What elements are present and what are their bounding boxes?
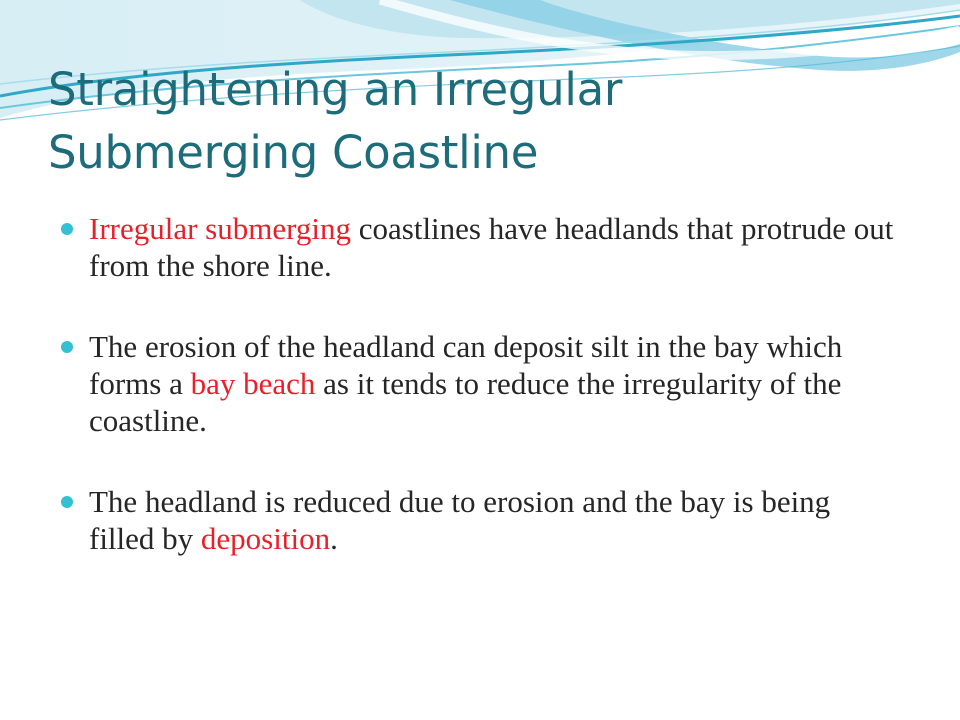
bullet-dot-icon: [61, 223, 73, 235]
highlight-term: bay beach: [190, 366, 316, 401]
highlight-term: deposition: [200, 521, 331, 556]
title-line-2: Submerging Coastline: [48, 126, 539, 179]
bullet-dot-icon: [61, 341, 73, 353]
bullet-text: The headland is reduced due to erosion and the bay is being filled by: [89, 484, 831, 556]
bullet-item: [60, 483, 900, 557]
bullet-text: coastlines have headlands that protrude out from the shore line.: [89, 211, 894, 283]
slide-title: [48, 58, 908, 184]
title-line-1: Straightening an Irregular: [48, 63, 623, 116]
bullet-text: as it tends to reduce the irregularity of the coastline.: [89, 366, 842, 438]
bullet-dot-icon: [61, 496, 73, 508]
bullet-text: The erosion of the headland can deposit silt in the bay which forms a: [89, 329, 843, 401]
bullet-item: [60, 210, 900, 284]
highlight-term: Irregular submerging: [89, 211, 351, 246]
bullet-text: .: [330, 521, 338, 556]
bullet-list: [60, 210, 900, 601]
bullet-item: [60, 328, 900, 439]
